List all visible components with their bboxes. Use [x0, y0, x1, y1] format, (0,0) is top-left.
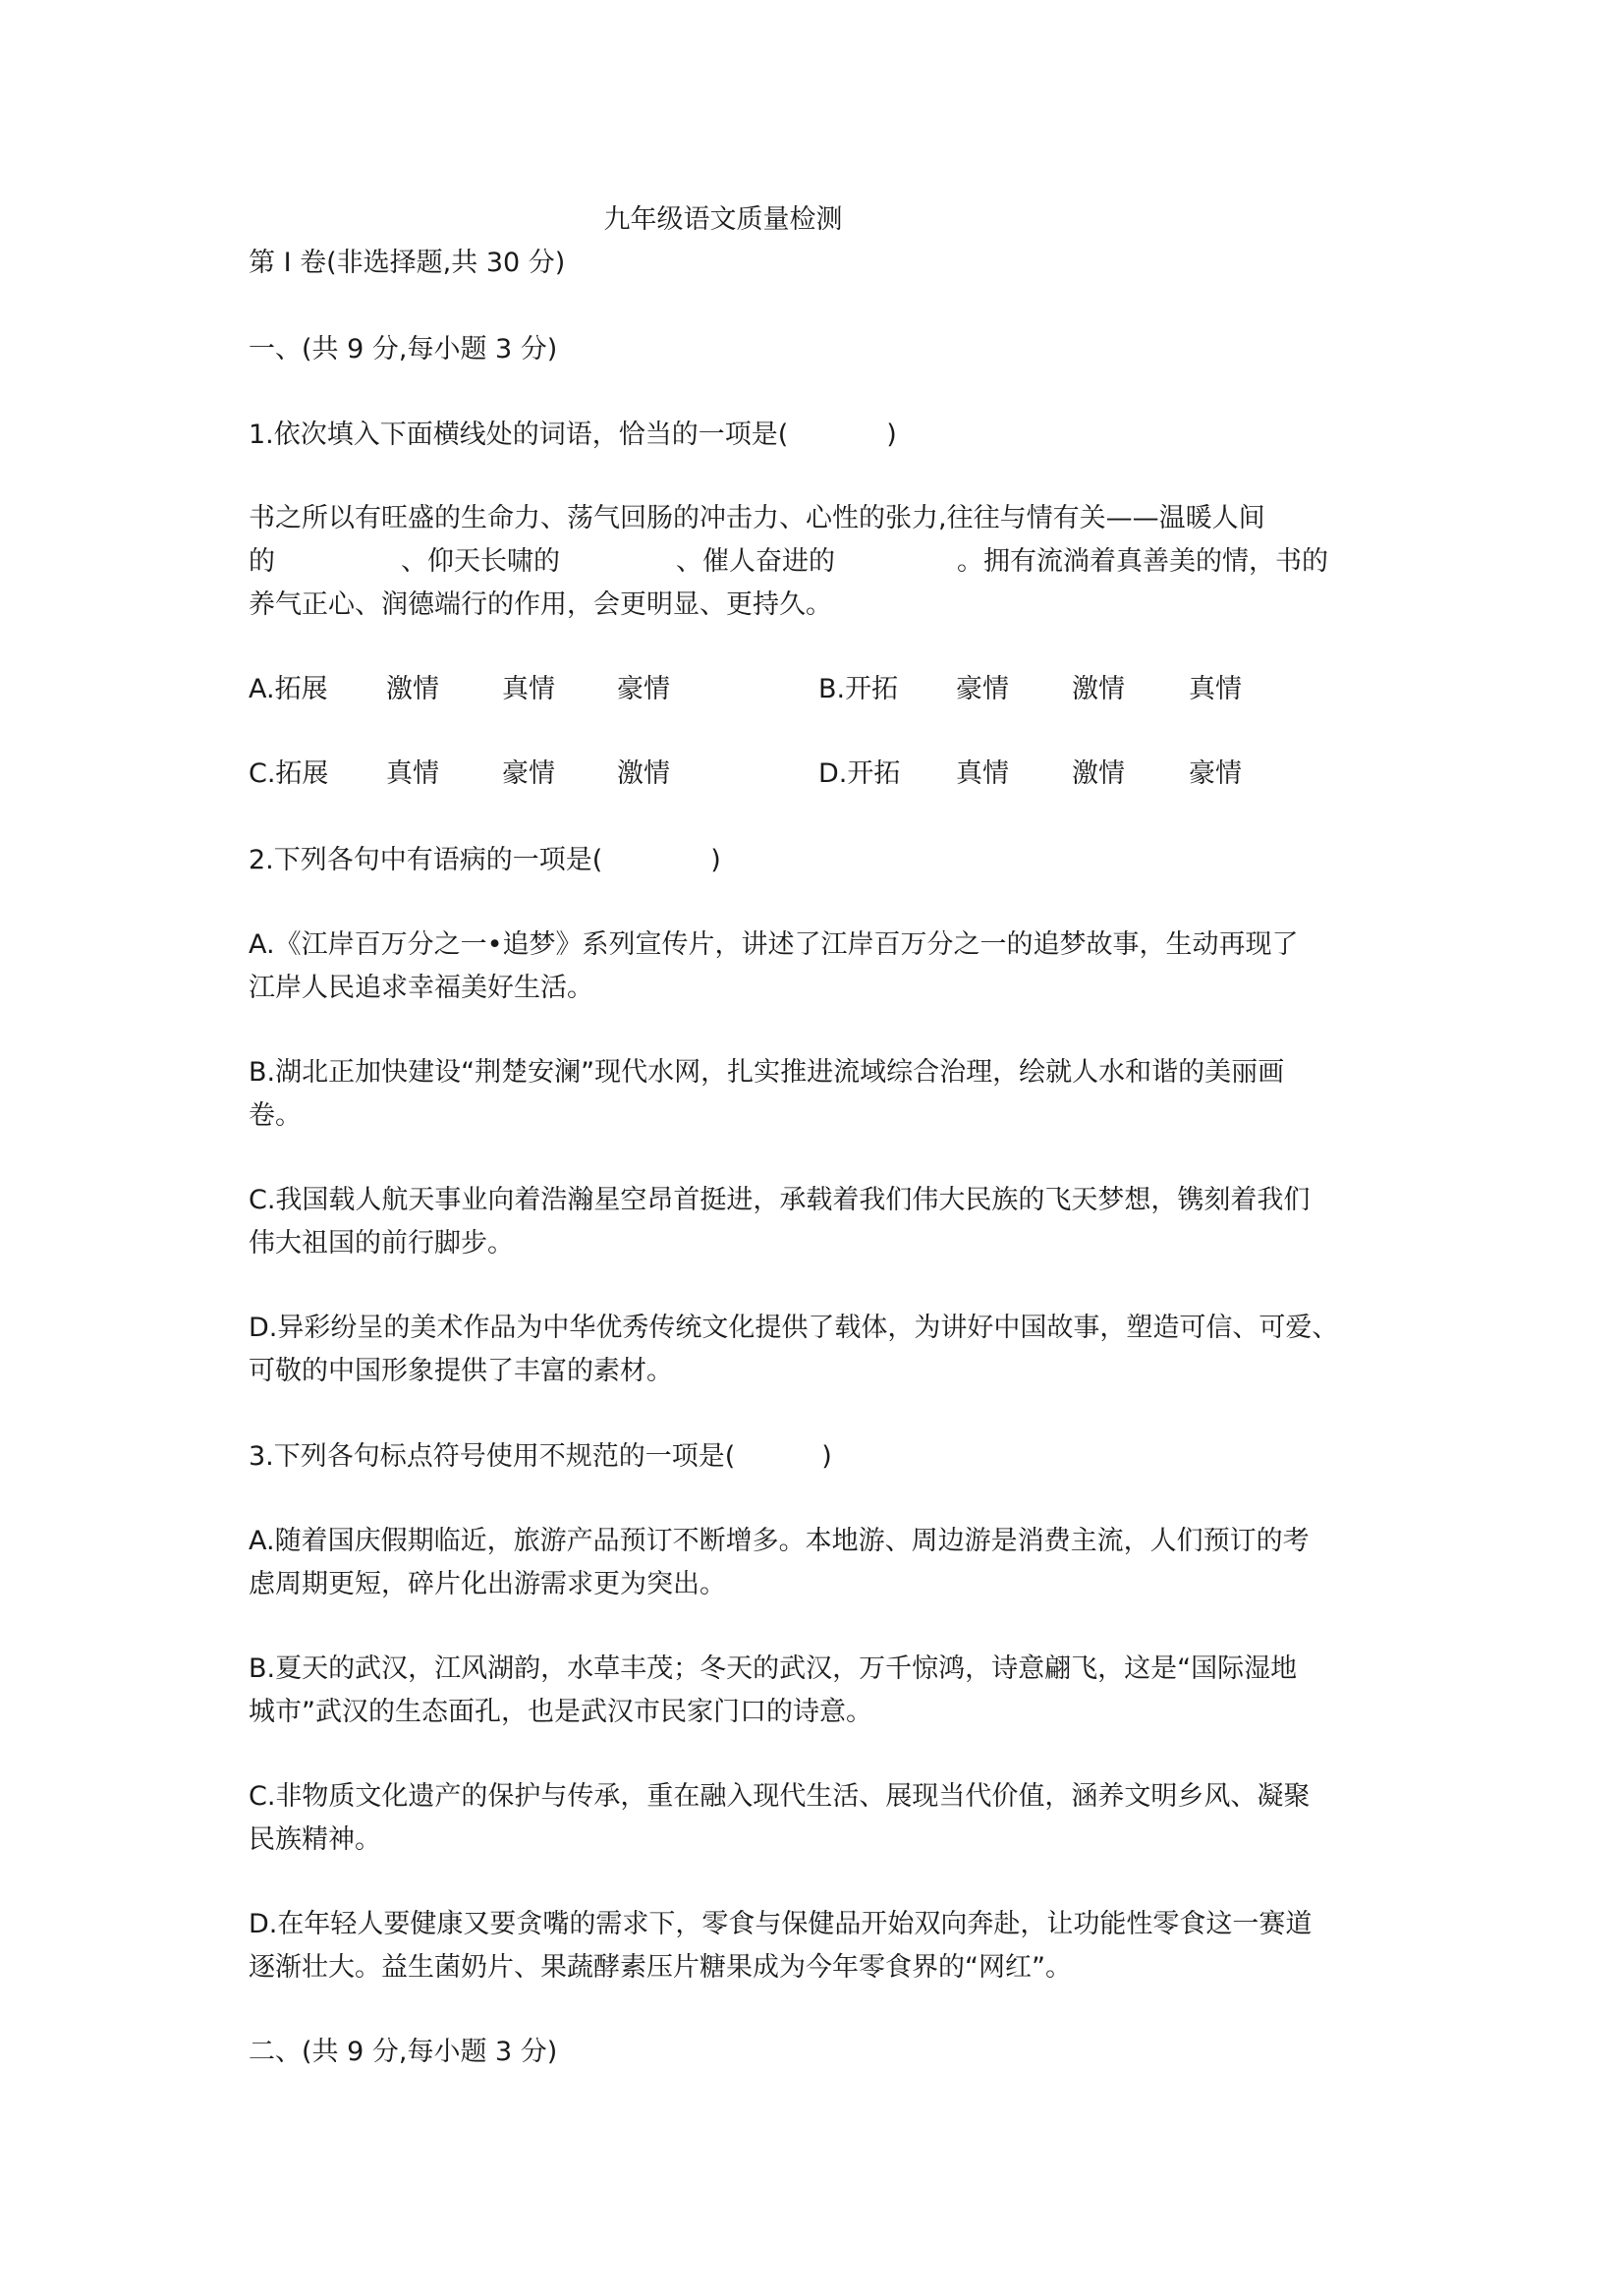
q1-passage-seg-d: 。拥有流淌着真善美的情，书的: [957, 546, 1328, 577]
q1-option-a-word3: 豪情: [617, 674, 670, 704]
q1-option-d-word1: 真情: [956, 758, 1009, 789]
section1-heading: 一、(共 9 分,每小题 3 分): [249, 334, 558, 364]
q2-option-b-line2: 卷。: [249, 1100, 302, 1131]
q1-option-b-word3: 真情: [1189, 674, 1242, 704]
q1-option-c-word3: 激情: [617, 758, 670, 789]
q1-option-c-word1: 真情: [386, 758, 439, 789]
q3-option-a-line2: 虑周期更短，碎片化出游需求更为突出。: [249, 1569, 726, 1599]
q3-stem-close: ): [821, 1441, 832, 1472]
q1-option-a-word2: 真情: [502, 674, 555, 704]
q1-passage-seg-c: 、催人奋进的: [676, 546, 835, 577]
section2-heading: 二、(共 9 分,每小题 3 分): [249, 2037, 558, 2067]
q3-option-d-line2: 逐渐壮大。益生菌奶片、果蔬酵素压片糖果成为今年零食界的“网红”。: [249, 1952, 1072, 1983]
q1-passage-line3: 养气正心、润德端行的作用，会更明显、更持久。: [249, 589, 832, 620]
q1-stem-text: 1.依次填入下面横线处的词语，恰当的一项是(: [249, 420, 789, 450]
q3-option-b-line1: B.夏天的武汉，江风湖韵，水草丰茂；冬天的武汉，万千惊鸿，诗意翩飞，这是“国际湿地: [249, 1653, 1298, 1684]
q1-option-a-label: A.拓展: [249, 674, 328, 704]
q2-stem-text: 2.下列各句中有语病的一项是(: [249, 845, 603, 875]
q3-option-b-line2: 城市”武汉的生态面孔，也是武汉市民家门口的诗意。: [249, 1697, 872, 1727]
q2-option-d-line2: 可敬的中国形象提供了丰富的素材。: [249, 1356, 673, 1386]
q1-passage-line2: [249, 546, 1328, 578]
q2-option-c-line1: C.我国载人航天事业向着浩瀚星空昂首挺进，承载着我们伟大民族的飞天梦想，镌刻着我们: [249, 1185, 1311, 1215]
q2-option-c-line2: 伟大祖国的前行脚步。: [249, 1228, 514, 1259]
q3-option-d-line1: D.在年轻人要健康又要贪嘴的需求下，零食与保健品开始双向奔赴，让功能性零食这一赛道: [249, 1909, 1313, 1939]
q1-option-b-label: B.开拓: [818, 674, 899, 704]
q2-stem: [249, 845, 721, 876]
q1-passage-seg-a: 的: [249, 546, 275, 577]
document-title: 九年级语文质量检测: [603, 204, 843, 235]
q1-stem: [249, 420, 897, 451]
q2-option-a-line2: 江岸人民追求幸福美好生活。: [249, 973, 593, 1003]
q1-option-c-word2: 豪情: [502, 758, 555, 789]
q1-option-d-word2: 激情: [1072, 758, 1125, 789]
q2-option-d-line1: D.异彩纷呈的美术作品为中华优秀传统文化提供了载体，为讲好中国故事，塑造可信、可爱、: [249, 1313, 1339, 1343]
q1-stem-close: ): [886, 420, 897, 450]
q1-option-d-label: D.开拓: [818, 758, 901, 789]
q2-stem-close: ): [710, 845, 721, 875]
q1-option-b-word2: 激情: [1072, 674, 1125, 704]
q3-option-c-line2: 民族精神。: [249, 1824, 381, 1855]
q3-stem-text: 3.下列各句标点符号使用不规范的一项是(: [249, 1441, 736, 1472]
q1-option-a-word1: 激情: [386, 674, 439, 704]
q3-option-a-line1: A.随着国庆假期临近，旅游产品预订不断增多。本地游、周边游是消费主流，人们预订的考: [249, 1526, 1310, 1556]
q1-passage-seg-b: 、仰天长啸的: [401, 546, 560, 577]
q3-stem: [249, 1441, 832, 1473]
q3-option-c-line1: C.非物质文化遗产的保护与传承，重在融入现代生活、展现当代价值，涵养文明乡风、凝聚: [249, 1781, 1311, 1812]
q1-option-c-label: C.拓展: [249, 758, 329, 789]
q1-option-b-word1: 豪情: [956, 674, 1009, 704]
q1-option-d-word3: 豪情: [1189, 758, 1242, 789]
q2-option-b-line1: B.湖北正加快建设“荆楚安澜”现代水网，扎实推进流域综合治理，绘就人水和谐的美丽画: [249, 1057, 1285, 1088]
part1-heading: 第 I 卷(非选择题,共 30 分): [249, 248, 566, 278]
q2-option-a-line1: A.《江岸百万分之一•追梦》系列宣传片，讲述了江岸百万分之一的追梦故事，生动再现了: [249, 929, 1299, 960]
q1-passage-line1: 书之所以有旺盛的生命力、荡气回肠的冲击力、心性的张力,往往与情有关——温暖人间: [249, 503, 1265, 533]
